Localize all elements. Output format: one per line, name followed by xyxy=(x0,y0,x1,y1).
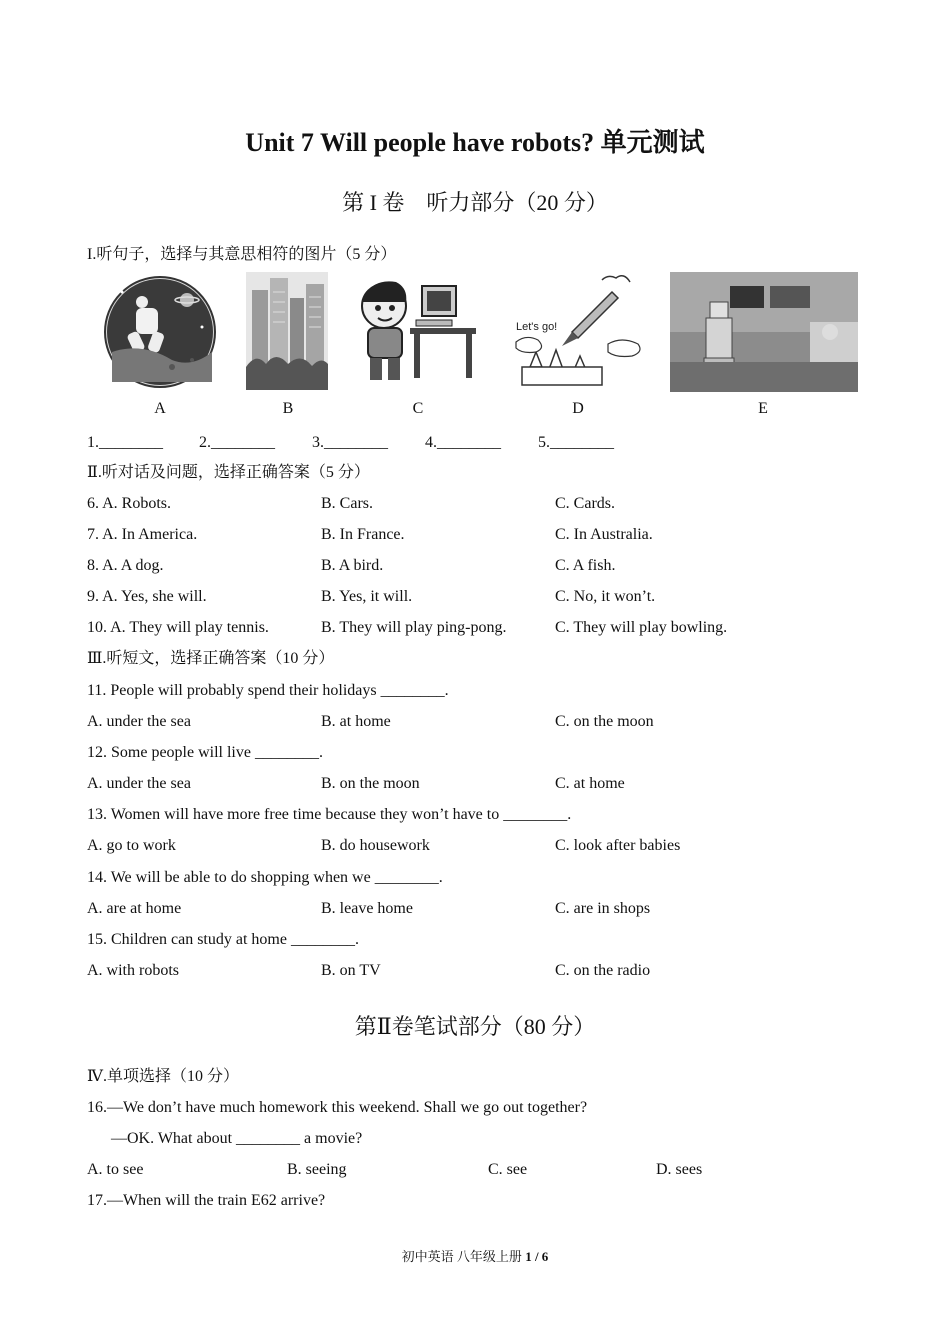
option-a: 8. A. A dog. xyxy=(87,557,164,574)
question-17-line1: 17.—When will the train E62 arrive? xyxy=(87,1192,326,1209)
option-c: C. Cards. xyxy=(555,495,615,512)
option-b: B. Yes, it will. xyxy=(321,588,413,605)
section-1-heading: I.听句子，选择与其意思相符的图片（5 分） xyxy=(87,246,397,263)
section-3-heading: Ⅲ.听短文，选择正确答案（10 分） xyxy=(87,650,335,667)
option-b: B. on the moon xyxy=(321,775,420,792)
option-a: 7. A. In America. xyxy=(87,526,198,543)
option-d: D. sees xyxy=(656,1161,703,1178)
option-c: C. are in shops xyxy=(555,900,651,917)
answer-blank[interactable]: 5.________ xyxy=(538,434,614,451)
option-c: C. at home xyxy=(555,775,625,792)
question-stem: 13. Women will have more free time because they won’t have to ________. xyxy=(87,806,572,823)
option-a: 10. A. They will play tennis. xyxy=(87,619,269,636)
section-4-heading: Ⅳ.单项选择（10 分） xyxy=(87,1068,239,1085)
page-title: Unit 7 Will people have robots? 单元测试 xyxy=(245,128,705,157)
part1-heading: 第 I 卷 听力部分（20 分） xyxy=(342,190,608,215)
option-c: C. on the moon xyxy=(555,713,654,730)
picture-a-astronaut xyxy=(102,272,218,388)
option-a: A. under the sea xyxy=(87,713,191,730)
option-b: B. In France. xyxy=(321,526,405,543)
option-b: B. do housework xyxy=(321,837,430,854)
question-stem: 12. Some people will live ________. xyxy=(87,744,323,761)
part2-heading: 第Ⅱ卷笔试部分（80 分） xyxy=(354,1014,596,1039)
option-c: C. look after babies xyxy=(555,837,681,854)
option-b: B. They will play ping-pong. xyxy=(321,619,507,636)
answer-blank[interactable]: 4.________ xyxy=(425,434,501,451)
option-a: A. with robots xyxy=(87,962,179,979)
footer-text: 初中英语 八年级上册 xyxy=(401,1249,522,1264)
option-c: C. They will play bowling. xyxy=(555,619,728,636)
question-stem: 14. We will be able to do shopping when we ________. xyxy=(87,869,443,886)
section-2-heading: Ⅱ.听对话及问题，选择正确答案（5 分） xyxy=(87,464,370,481)
picture-label-a: A xyxy=(154,400,166,417)
option-b: B. on TV xyxy=(321,962,381,979)
option-b: B. at home xyxy=(321,713,391,730)
option-a: A. to see xyxy=(87,1161,144,1178)
option-a: A. under the sea xyxy=(87,775,191,792)
answer-blank[interactable]: 3.________ xyxy=(312,434,388,451)
option-b: B. Cars. xyxy=(321,495,373,512)
option-b: B. leave home xyxy=(321,900,413,917)
picture-d-rocket xyxy=(512,272,652,388)
picture-d-caption: Let's go! xyxy=(516,321,558,333)
picture-e-robot-photo xyxy=(670,272,858,392)
picture-label-b: B xyxy=(282,400,294,417)
picture-label-d: D xyxy=(572,400,584,417)
option-a: 9. A. Yes, she will. xyxy=(87,588,207,605)
option-c: C. on the radio xyxy=(555,962,651,979)
option-b: B. A bird. xyxy=(321,557,384,574)
option-a: A. are at home xyxy=(87,900,182,917)
picture-c-boy-computer xyxy=(350,272,482,386)
option-a: A. go to work xyxy=(87,837,176,854)
question-16-line2: —OK. What about ________ a movie? xyxy=(111,1130,363,1147)
answer-blank[interactable]: 2.________ xyxy=(199,434,275,451)
option-c: C. No, it won’t. xyxy=(555,588,656,605)
picture-label-e: E xyxy=(758,400,768,417)
picture-b-buildings xyxy=(246,272,328,390)
page-number: 1 / 6 xyxy=(525,1249,549,1264)
picture-label-c: C xyxy=(412,400,424,417)
answer-blank[interactable]: 1.________ xyxy=(87,434,163,451)
option-a: 6. A. Robots. xyxy=(87,495,172,512)
question-stem: 15. Children can study at home ________. xyxy=(87,931,359,948)
question-16-line1: 16.—We don’t have much homework this weekend. Shall we go out together? xyxy=(87,1099,588,1116)
page-footer xyxy=(0,1246,950,1265)
option-c: C. see xyxy=(488,1161,528,1178)
option-c: C. A fish. xyxy=(555,557,616,574)
option-c: C. In Australia. xyxy=(555,526,653,543)
option-b: B. seeing xyxy=(287,1161,347,1178)
question-stem: 11. People will probably spend their holidays ________. xyxy=(87,682,449,699)
